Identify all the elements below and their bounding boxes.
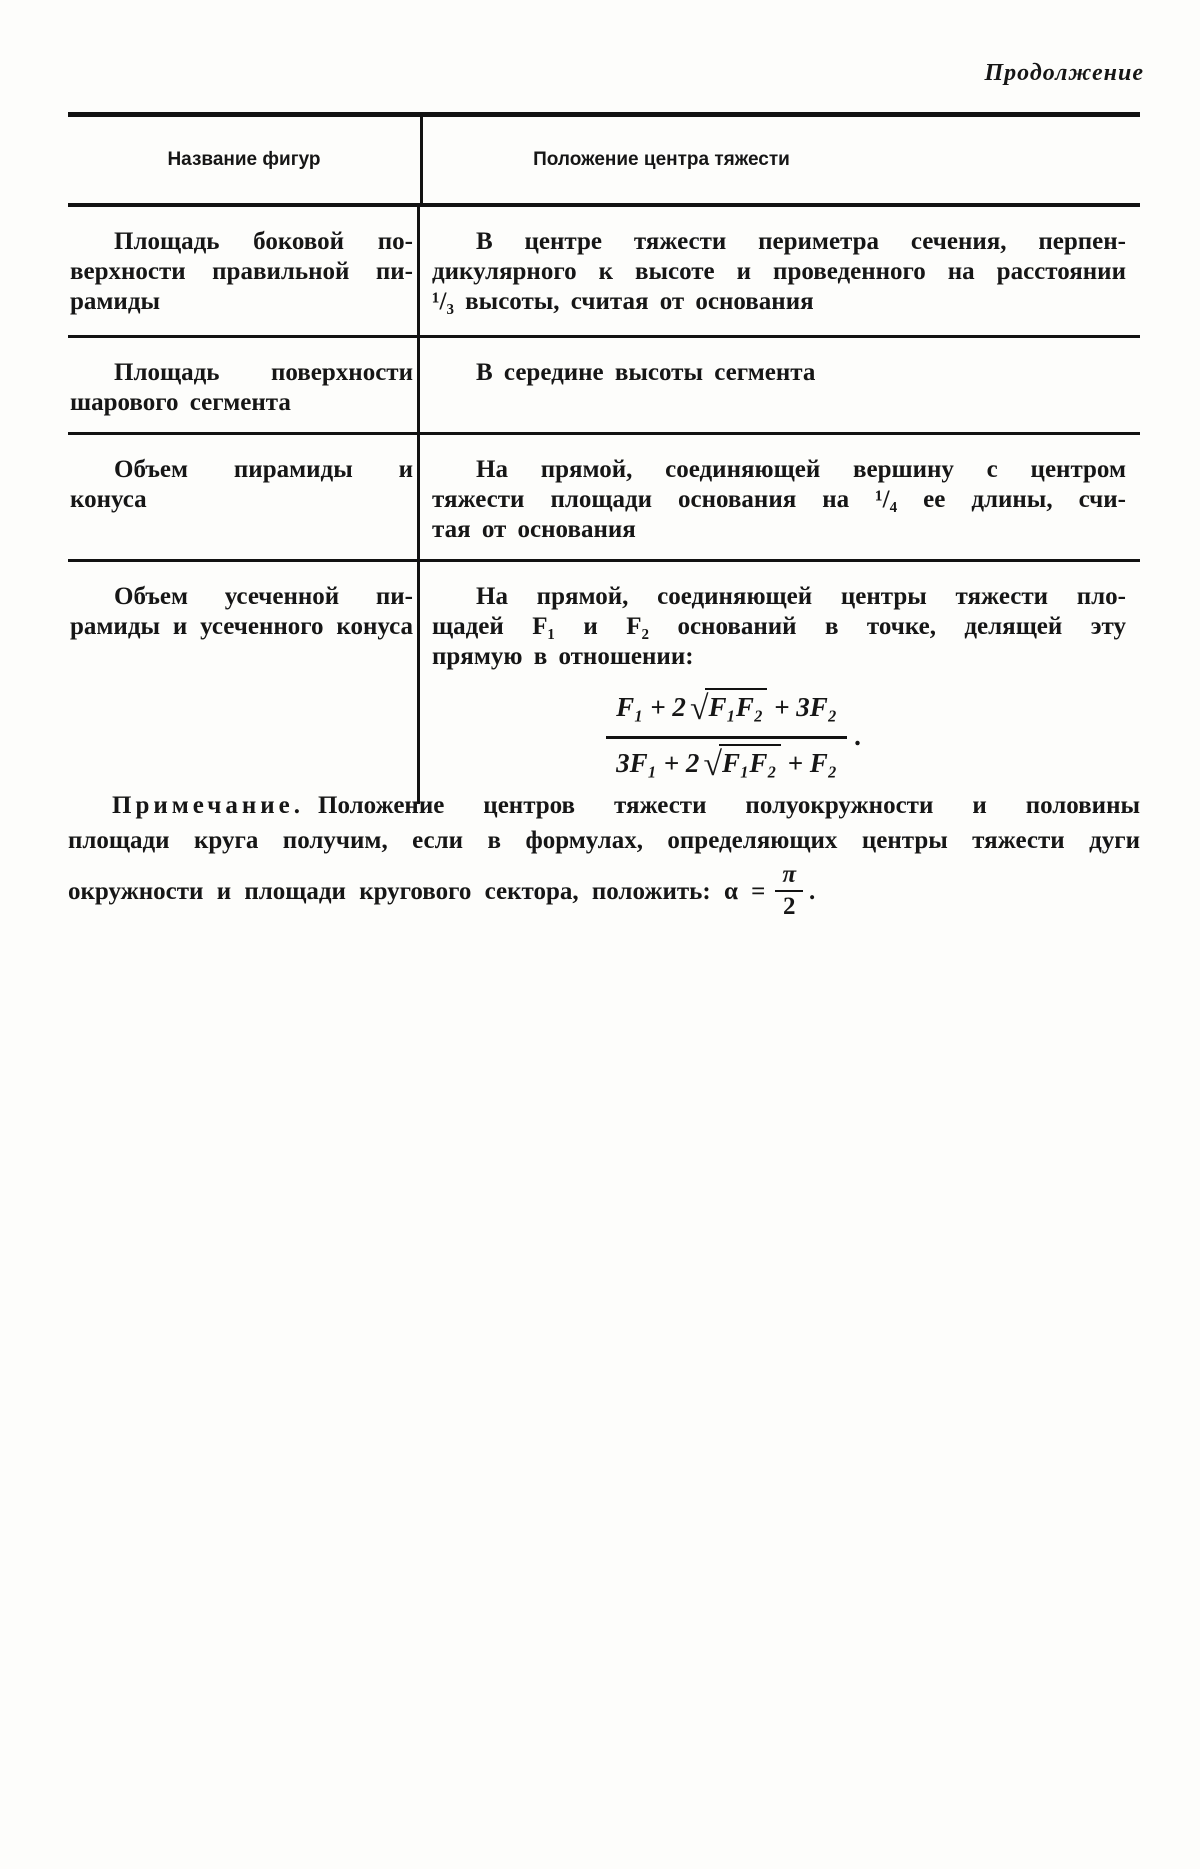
radicand: F₁F₂: [705, 688, 767, 722]
figure-text-line: рамиды и усеченного конуса: [70, 613, 413, 640]
position-cell: [420, 338, 1140, 432]
note-period: .: [809, 877, 816, 905]
fraction: [606, 688, 847, 786]
position-text-line: На прямой, соединяющей центры тяжести пло-: [476, 583, 1126, 610]
figure-text-line: Площадь поверхности: [114, 359, 413, 386]
figure-cell: [68, 207, 420, 335]
position-text-line: ¹/₃ высоты, считая от основания: [432, 288, 814, 315]
column-header-cg-position: Положение центра тяжести: [533, 149, 790, 170]
center-of-gravity-table: [68, 112, 1140, 804]
fraction-denominator: [616, 739, 837, 786]
note-line: [68, 788, 1140, 823]
note-text: окружности и площади кругового сектора, положить: α =: [68, 877, 766, 905]
radical-sign-icon: √: [703, 746, 722, 784]
fraction-numerator: π: [775, 862, 803, 892]
figure-text-line: конуса: [70, 486, 147, 513]
square-root: [699, 746, 780, 784]
formula-term: + 3F₂: [767, 692, 838, 722]
fraction-denominator: 2: [782, 893, 796, 921]
note-text: Положение центров тяжести полуокружности и половины: [318, 792, 1140, 819]
radicand: F₁F₂: [719, 744, 781, 778]
position-text-line: В центре тяжести периметра сечения, перпен-: [476, 228, 1126, 255]
position-text-line: щадей F₁ и F₂ оснований в точке, делящей эту: [432, 613, 1126, 640]
formula-period: .: [855, 721, 862, 752]
figure-text-line: верхности правильной пи-: [70, 258, 413, 285]
figure-cell: [68, 338, 420, 432]
table-row: [68, 207, 1140, 338]
table-header-row: [68, 117, 1140, 207]
position-cell: [420, 562, 1140, 804]
fraction-numerator: [606, 688, 847, 739]
position-text-line: дикулярного к высоте и проведенного на расстоянии: [432, 258, 1126, 285]
note-line: площади круга получим, если в формулах, определяющих центры тяжести дуги: [68, 827, 1140, 854]
square-root: [686, 690, 767, 727]
position-cell: [420, 435, 1140, 559]
position-text-line: тяжести площади основания на ¹/₄ ее длины, счи-: [432, 486, 1126, 513]
figure-text-line: Площадь боковой по-: [114, 228, 413, 255]
figure-cell: [68, 435, 420, 559]
position-cell: [420, 207, 1140, 335]
radical-sign-icon: √: [689, 690, 709, 727]
figure-cell: [68, 562, 420, 804]
column-header-figure-name: Название фигур: [68, 117, 423, 203]
figure-text-line: рамиды: [70, 288, 161, 315]
ratio-formula: [606, 688, 862, 786]
figure-text-line: Объем усеченной пи-: [114, 583, 413, 610]
position-text-line: тая от основания: [432, 516, 636, 543]
note-line: [68, 862, 1140, 921]
figure-text-line: шарового сегмента: [70, 389, 291, 416]
table-row: [68, 562, 1140, 804]
formula-term: 3F₁ + 2: [616, 748, 700, 779]
pi-over-two-fraction: [775, 862, 803, 921]
formula-term: + F₂: [780, 748, 838, 779]
position-text-line: прямую в отношении:: [432, 643, 694, 670]
note-paragraph: [68, 788, 1140, 921]
position-text-line: На прямой, соединяющей вершину с центром: [476, 456, 1126, 483]
position-text-line: В середине высоты сегмента: [476, 359, 816, 386]
table-row: [68, 435, 1140, 562]
table-row: [68, 338, 1140, 435]
formula-term: F₁ + 2: [616, 692, 686, 722]
continuation-label: Продолжение: [984, 60, 1144, 86]
note-label: Примечание.: [112, 792, 305, 819]
figure-text-line: Объем пирамиды и: [114, 456, 413, 483]
